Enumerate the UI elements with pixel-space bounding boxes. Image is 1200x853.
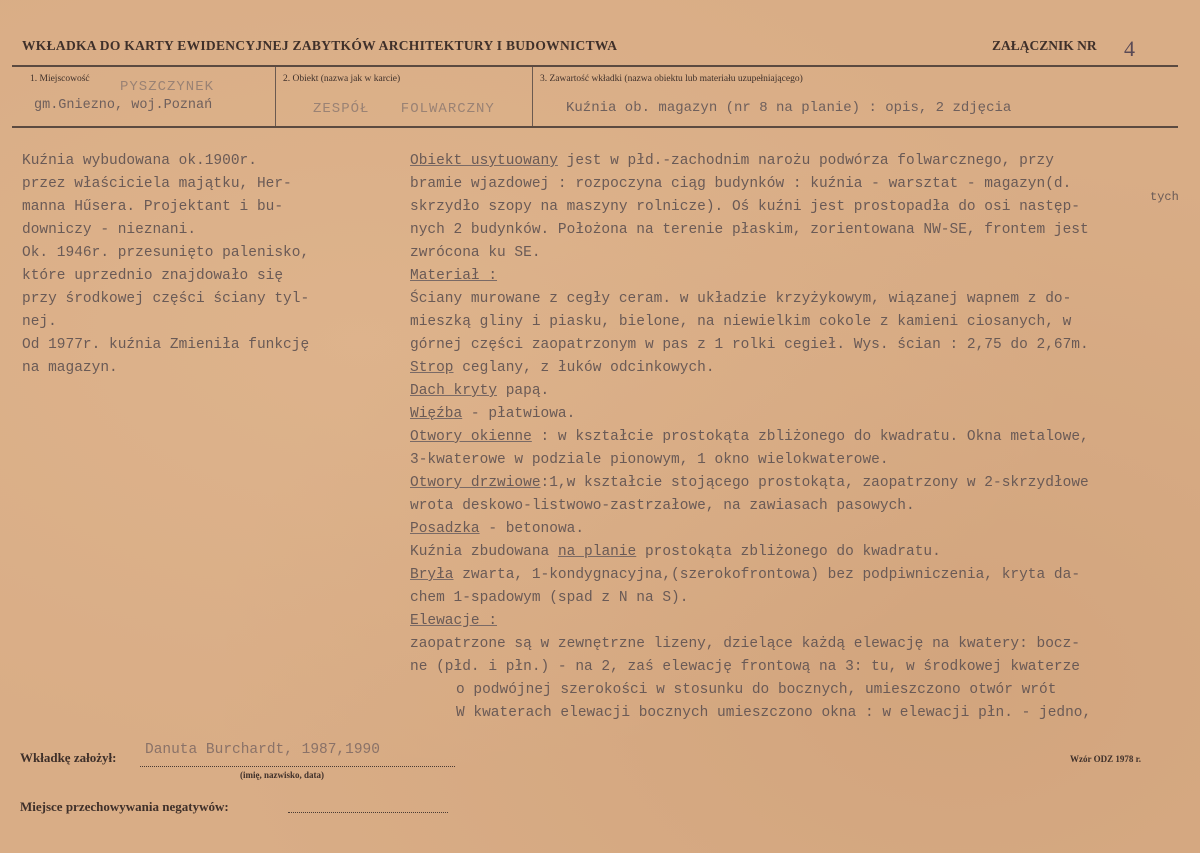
history-line: nej. <box>22 314 57 330</box>
annex-label: ZAŁĄCZNIK NR <box>992 38 1097 53</box>
description-line: :1,w kształcie stojącego prostokąta, zaopatrzony w 2-skrzydłowe <box>540 475 1089 491</box>
fields-rule <box>12 126 1178 128</box>
heading-doors: Otwory drzwiowe <box>410 475 541 491</box>
history-line: manna Hűsera. Projektant i bu- <box>22 199 284 215</box>
description-line: ceglany, z łuków odcinkowych. <box>453 360 715 376</box>
form-code: Wzór ODZ 1978 r. <box>1070 754 1141 764</box>
description-line: nych 2 budynków. Położona na terenie płaskim, zorientowana NW-SE, frontem jest <box>410 222 1089 238</box>
heading-truss: Więźba <box>410 406 463 422</box>
field-object-value: ZESPÓŁ FOLWARCZNY <box>313 101 495 117</box>
negatives-line <box>288 812 448 813</box>
description-line: : w kształcie prostokąta zbliżonego do kwadratu. Okna metalowe, <box>531 429 1089 445</box>
history-line: Od 1977r. kuźnia Zmieniła funkcję <box>22 337 310 353</box>
field-location-district: gm.Gniezno, woj.Poznań <box>34 98 213 113</box>
author-line <box>140 766 455 767</box>
description-line: jest w płd.-zachodnim narożu podwórza folwarcznego, przy <box>557 153 1054 169</box>
heading-material: Materiał : <box>410 268 498 284</box>
history-line: przez właściciela majątku, Her- <box>22 176 292 192</box>
history-line: Kuźnia wybudowana ok.1900r. <box>22 153 257 169</box>
description-line: Ściany murowane z cegły ceram. w układzie krzyżykowym, wiązanej wapnem z do- <box>410 291 1072 307</box>
description-line: chem 1-spadowym (spad z N na S). <box>410 590 689 606</box>
description-line: bramie wjazdowej : rozpoczyna ciąg budynków : kuźnia - warsztat - magazyn(d. <box>410 176 1072 192</box>
history-line: przy środkowej części ściany tyl- <box>22 291 310 307</box>
form-title: WKŁADKA DO KARTY EWIDENCYJNEJ ZABYTKÓW ARCHITEKTURY I BUDOWNICTWA <box>22 38 618 53</box>
inserted-word: tych <box>1150 190 1179 204</box>
heading-floor: Posadzka <box>410 521 480 537</box>
history-line: downiczy - nieznani. <box>22 222 197 238</box>
description-line: skrzydło szopy na maszyny rolnicze). Oś kuźni jest prostopadła do osi następ- <box>410 199 1081 215</box>
history-notes <box>22 150 382 380</box>
history-line: na magazyn. <box>22 360 118 376</box>
description-line: - płatwiowa. <box>462 406 576 422</box>
history-line: które uprzednio znajdowało się <box>22 268 284 284</box>
negatives-label: Miejsce przechowywania negatywów: <box>20 799 229 814</box>
heading-roof: Dach kryty <box>410 383 498 399</box>
heading-windows: Otwory okienne <box>410 429 532 445</box>
annex-number: 4 <box>1124 36 1135 61</box>
field-contents-value: Kuźnia ob. magazyn (nr 8 na planie) : opis, 2 zdjęcia <box>566 100 1012 116</box>
description-line: górnej części zaopatrzonym w pas z 1 rolki cegieł. Wys. ścian : 2,75 do 2,67m. <box>410 337 1089 353</box>
heading-mass: Bryła <box>410 567 454 583</box>
heading-ceiling: Strop <box>410 360 454 376</box>
heading-elevations: Elewacje : <box>410 613 498 629</box>
history-line: Ok. 1946r. przesunięto palenisko, <box>22 245 310 261</box>
field-divider <box>532 67 533 126</box>
description-line: prostokąta zbliżonego do kwadratu. <box>636 544 941 560</box>
author-value: Danuta Burchardt, 1987,1990 <box>145 742 380 758</box>
header-rule <box>12 65 1178 67</box>
description-line: o podwójnej szerokości w stosunku do bocznych, umieszczono otwór wrót <box>456 682 1057 698</box>
author-label: Wkładkę założył: <box>20 750 117 765</box>
author-caption: (imię, nazwisko, data) <box>240 770 324 780</box>
heading-location: Obiekt usytuowany <box>410 153 558 169</box>
description-line: Kuźnia zbudowana <box>410 544 558 560</box>
field-location-label: 1. Miejscowość <box>30 74 90 84</box>
description-line: zwrócona ku SE. <box>410 245 541 261</box>
description-line: 3-kwaterowe w podziale pionowym, 1 okno wielokwaterowe. <box>410 452 889 468</box>
description-line: zwarta, 1-kondygnacyjna,(szerokofrontowa) bez podpiwniczenia, kryta da- <box>453 567 1081 583</box>
description-line: W kwaterach elewacji bocznych umieszczono okna : w elewacji płn. - jedno, <box>456 705 1092 721</box>
description-text <box>410 150 1179 725</box>
field-object-label: 2. Obiekt (nazwa jak w karcie) <box>283 74 401 84</box>
field-divider <box>275 67 276 126</box>
description-line: ne (płd. i płn.) - na 2, zaś elewację frontową na 3: tu, w środkowej kwaterze <box>410 659 1081 675</box>
field-location-value: PYSZCZYNEK <box>120 79 215 95</box>
description-line: mieszką gliny i piasku, bielone, na niewielkim cokole z kamieni ciosanych, w <box>410 314 1072 330</box>
field-contents-label: 3. Zawartość wkładki (nazwa obiektu lub materiału uzupełniającego) <box>540 74 803 84</box>
description-line: - betonowa. <box>479 521 585 537</box>
description-line: zaopatrzone są w zewnętrzne lizeny, dzielące każdą elewację na kwatery: bocz- <box>410 636 1081 652</box>
description-line: wrota deskowo-listwowo-zastrzałowe, na zawiasach pasowych. <box>410 498 915 514</box>
description-line: papą. <box>497 383 550 399</box>
heading-plan: na planie <box>557 544 637 560</box>
